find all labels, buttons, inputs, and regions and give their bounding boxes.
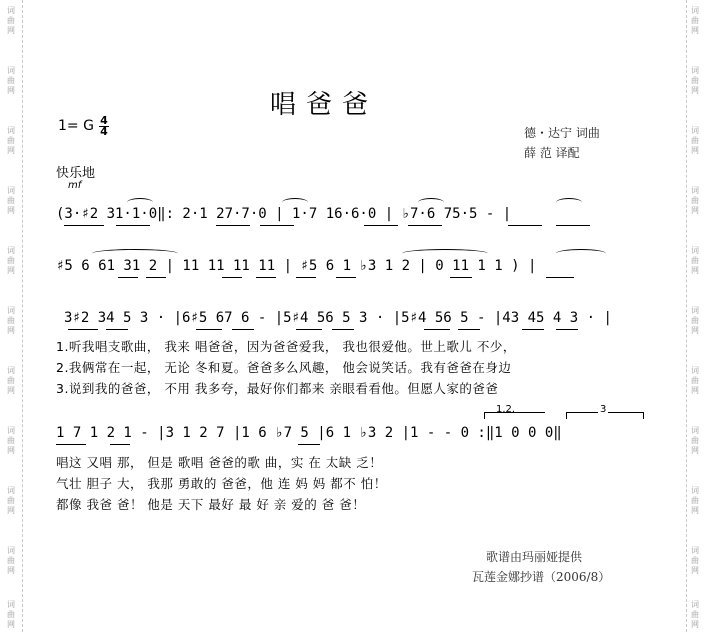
underline-2d (256, 277, 276, 278)
arranger-credit: 薛 范 译配 (524, 146, 580, 160)
watermark-right-9: 词 曲 网 (691, 486, 699, 515)
underline-3a (68, 329, 98, 330)
watermark-right-2: 词 曲 网 (691, 66, 699, 95)
watermark-right-1: 词 曲 网 (691, 6, 699, 35)
underline-1c (216, 225, 250, 226)
footer-provider: 歌谱由玛丽娅提供 (486, 550, 583, 564)
underline-3f (332, 329, 354, 330)
underline-3h (458, 329, 480, 330)
underline-4a (56, 444, 86, 445)
song-title: 唱爸爸 (270, 90, 379, 120)
left-border-line (22, 0, 23, 632)
slur-7 (556, 249, 606, 258)
underline-3c (196, 329, 222, 330)
underline-1h (556, 225, 590, 226)
time-signature-top: 4 (100, 114, 108, 127)
watermark-left-9: 词 曲 网 (7, 486, 15, 515)
key-signature: 1= G (58, 118, 94, 134)
underline-2g (450, 277, 472, 278)
watermark-left-8: 词 曲 网 (7, 426, 15, 455)
watermark-right-11: 词 曲 网 (691, 600, 699, 629)
notation-line-4: 1 7 1 2 1 - |3 1 2 7 |1 6 ♭7 5 |6 1 ♭3 2 |1 - - 0 :‖1 0 0 0‖ (56, 425, 562, 441)
slur-6 (402, 249, 488, 258)
underline-3g (424, 329, 450, 330)
watermark-left-7: 词 曲 网 (7, 366, 15, 395)
underline-2b (146, 277, 166, 278)
lyric-line-6: 都像 我爸 爸！ 他是 天下 最好 最 好 亲 爱的 爸 爸！ (56, 497, 366, 512)
notation-line-3: 3♯2 34 5 3 · |6♯5 67 6 - |5♯4 56 5 3 · |5♯4 56 5 - |43 45 4 3 · | (64, 310, 612, 326)
watermark-left-1: 词 曲 网 (7, 6, 15, 35)
slur-4 (556, 198, 582, 207)
underline-1g (508, 225, 542, 226)
watermark-right-5: 词 曲 网 (691, 246, 699, 275)
underline-3e (296, 329, 322, 330)
watermark-left-6: 词 曲 网 (7, 306, 15, 335)
volta-label-1: 1.2. (496, 404, 516, 415)
watermark-left-5: 词 曲 网 (7, 246, 15, 275)
underline-2e (296, 277, 316, 278)
dynamic-marking: mf (68, 180, 82, 191)
underline-4c (298, 444, 320, 445)
slur-5 (92, 249, 178, 258)
underline-3j (556, 329, 578, 330)
underline-1d (260, 225, 294, 226)
underline-3i (522, 329, 544, 330)
watermark-left-2: 词 曲 网 (7, 66, 15, 95)
lyric-line-5: 气壮 胆子 大， 我那 勇敢的 爸爸，他 连 妈 妈 都不 怕！ (56, 476, 387, 491)
underline-2h (546, 277, 574, 278)
underline-1a (64, 225, 104, 226)
watermark-left-10: 词 曲 网 (7, 546, 15, 575)
volta-label-2: 3 (600, 404, 607, 415)
slur-1 (127, 198, 153, 207)
watermark-right-10: 词 曲 网 (691, 546, 699, 575)
watermark-left-4: 词 曲 网 (7, 186, 15, 215)
underline-3d (232, 329, 254, 330)
underline-1b (116, 225, 150, 226)
footer-transcriber: 瓦莲金娜抄谱（2006/8） (472, 570, 611, 584)
time-signature-bottom: 4 (100, 125, 108, 138)
time-signature (99, 116, 109, 137)
watermark-left-11: 词 曲 网 (7, 600, 15, 629)
lyricist-credit: 德・达宁 词曲 (524, 126, 600, 140)
watermark-right-4: 词 曲 网 (691, 186, 699, 215)
tempo-marking: 快乐地 (56, 166, 96, 181)
slur-3 (418, 198, 444, 207)
watermark-right-7: 词 曲 网 (691, 366, 699, 395)
underline-2a (118, 277, 138, 278)
watermark-right-8: 词 曲 网 (691, 426, 699, 455)
underline-4b (110, 444, 130, 445)
notation-line-1: (3·♯2 31·1·0‖: 2·1 27·7·0 | 1·7 16·6·0 | ♭7·6 75·5 - | (56, 206, 512, 222)
lyric-line-1: 1.听我唱支歌曲， 我来 唱爸爸，因为爸爸爱我， 我也很爱他。世上歌儿 不少， (56, 339, 516, 354)
notation-line-2: ♯5 6 61 31 2 | 11 11 11 11 | ♯5 6 1 ♭3 1 2 | 0 11 1 1 ) | (56, 258, 537, 274)
watermark-left-3: 词 曲 网 (7, 126, 15, 155)
underline-3b (106, 329, 128, 330)
lyric-line-2: 2.我俩常在一起， 无论 冬和夏。爸爸多么风趣， 他会说笑话。我有爸爸在身边 (56, 360, 512, 375)
underline-2f (336, 277, 356, 278)
underline-1e (364, 225, 398, 226)
right-border-line (686, 0, 687, 632)
underline-1f (408, 225, 442, 226)
lyric-line-3: 3.说到我的爸爸， 不用 我多夸，最好你们都来 亲眼看看他。但愿人家的爸爸 (56, 381, 499, 396)
slur-2 (282, 198, 308, 207)
watermark-right-3: 词 曲 网 (691, 126, 699, 155)
lyric-line-4: 唱这 又唱 那， 但是 歌唱 爸爸的歌 曲，实 在 太缺 乏！ (56, 455, 383, 470)
underline-2c (222, 277, 242, 278)
watermark-right-6: 词 曲 网 (691, 306, 699, 335)
